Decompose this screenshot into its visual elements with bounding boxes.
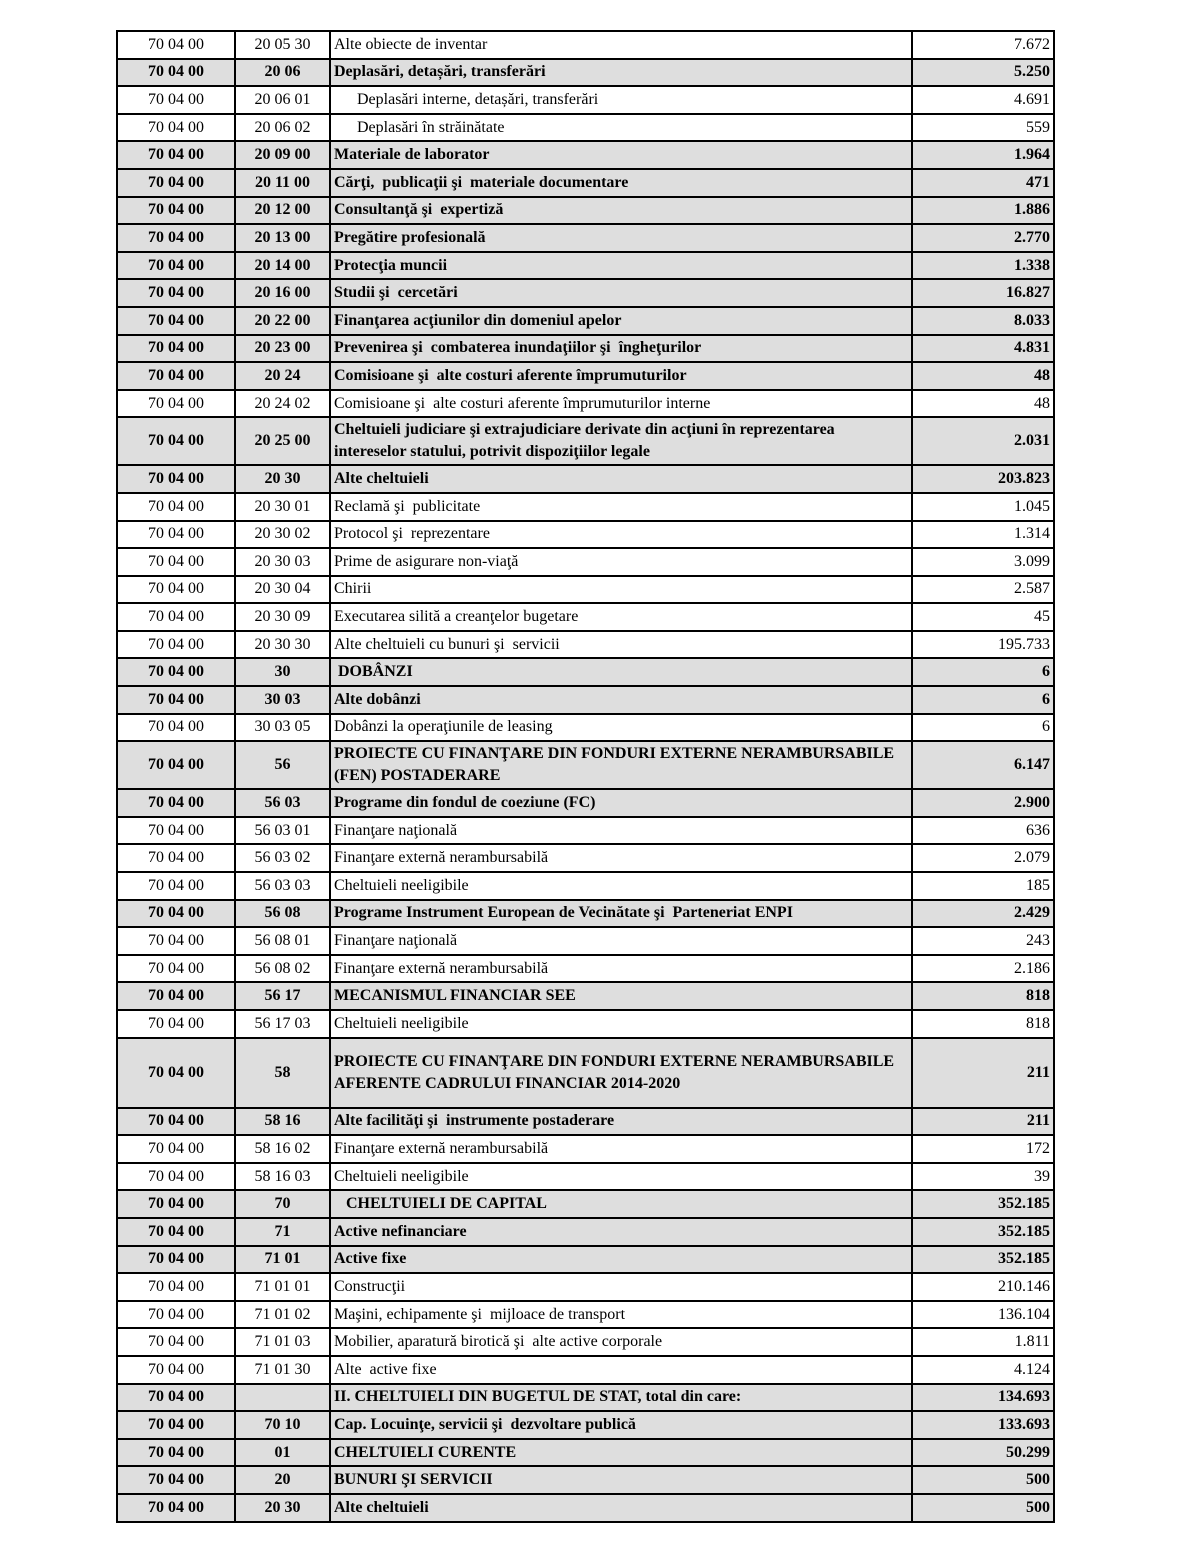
row-code-cell: 70 04 00 bbox=[117, 1246, 235, 1274]
row-article-cell: 56 03 03 bbox=[235, 872, 330, 900]
row-value-cell: 4.831 bbox=[912, 335, 1054, 363]
row-value-cell: 818 bbox=[912, 1010, 1054, 1038]
row-code-cell: 70 04 00 bbox=[117, 1384, 235, 1412]
table-row bbox=[117, 521, 1054, 549]
row-description-cell: Materiale de laborator bbox=[330, 141, 912, 169]
row-article-cell: 20 25 00 bbox=[235, 417, 330, 465]
row-code-cell: 70 04 00 bbox=[117, 1328, 235, 1356]
row-value-cell: 16.827 bbox=[912, 279, 1054, 307]
row-code-cell: 70 04 00 bbox=[117, 335, 235, 363]
row-description-cell: Comisioane şi alte costuri aferente împrumuturilor interne bbox=[330, 390, 912, 418]
row-value-cell: 185 bbox=[912, 872, 1054, 900]
row-value-cell: 133.693 bbox=[912, 1411, 1054, 1439]
row-article-cell: 20 12 00 bbox=[235, 197, 330, 225]
row-code-cell: 70 04 00 bbox=[117, 686, 235, 714]
row-description-cell: Mobilier, aparatură birotică şi alte active corporale bbox=[330, 1328, 912, 1356]
table-row bbox=[117, 86, 1054, 114]
row-value-cell: 500 bbox=[912, 1494, 1054, 1522]
row-value-cell: 1.964 bbox=[912, 141, 1054, 169]
row-article-cell: 56 bbox=[235, 741, 330, 789]
row-description-cell: MECANISMUL FINANCIAR SEE bbox=[330, 982, 912, 1010]
row-article-cell: 20 30 30 bbox=[235, 631, 330, 659]
table-row bbox=[117, 465, 1054, 493]
row-description-cell: Alte dobânzi bbox=[330, 686, 912, 714]
row-code-cell: 70 04 00 bbox=[117, 603, 235, 631]
row-value-cell: 7.672 bbox=[912, 31, 1054, 59]
row-description-cell: Prevenirea şi combaterea inundaţiilor şi îngheţurilor bbox=[330, 335, 912, 363]
row-description-cell: Maşini, echipamente şi mijloace de transport bbox=[330, 1301, 912, 1329]
row-article-cell: 58 bbox=[235, 1038, 330, 1108]
row-value-cell: 3.099 bbox=[912, 548, 1054, 576]
row-value-cell: 4.691 bbox=[912, 86, 1054, 114]
table-row bbox=[117, 224, 1054, 252]
row-value-cell: 6 bbox=[912, 686, 1054, 714]
row-description-cell: Chirii bbox=[330, 576, 912, 604]
row-code-cell: 70 04 00 bbox=[117, 31, 235, 59]
row-description-cell: Finanţarea acţiunilor din domeniul apelor bbox=[330, 307, 912, 335]
row-description-cell: Active nefinanciare bbox=[330, 1218, 912, 1246]
row-article-cell: 30 03 bbox=[235, 686, 330, 714]
row-description-cell: Cheltuieli neeligibile bbox=[330, 872, 912, 900]
table-row bbox=[117, 1163, 1054, 1191]
table-row bbox=[117, 955, 1054, 983]
table-row bbox=[117, 1108, 1054, 1136]
row-code-cell: 70 04 00 bbox=[117, 197, 235, 225]
table-row bbox=[117, 844, 1054, 872]
row-article-cell: 20 13 00 bbox=[235, 224, 330, 252]
table-row bbox=[117, 1466, 1054, 1494]
table-row bbox=[117, 714, 1054, 742]
row-code-cell: 70 04 00 bbox=[117, 417, 235, 465]
row-code-cell: 70 04 00 bbox=[117, 279, 235, 307]
row-article-cell: 20 14 00 bbox=[235, 252, 330, 280]
row-description-cell: DOBÂNZI bbox=[330, 658, 912, 686]
table-row bbox=[117, 982, 1054, 1010]
row-article-cell: 20 16 00 bbox=[235, 279, 330, 307]
row-article-cell: 56 08 01 bbox=[235, 927, 330, 955]
table-row bbox=[117, 548, 1054, 576]
table-row bbox=[117, 1246, 1054, 1274]
row-code-cell: 70 04 00 bbox=[117, 1135, 235, 1163]
row-value-cell: 203.823 bbox=[912, 465, 1054, 493]
row-value-cell: 471 bbox=[912, 169, 1054, 197]
row-value-cell: 352.185 bbox=[912, 1218, 1054, 1246]
row-code-cell: 70 04 00 bbox=[117, 59, 235, 87]
row-value-cell: 559 bbox=[912, 114, 1054, 142]
row-value-cell: 134.693 bbox=[912, 1384, 1054, 1412]
row-article-cell: 58 16 bbox=[235, 1108, 330, 1136]
table-row bbox=[117, 417, 1054, 465]
row-description-cell: Reclamă şi publicitate bbox=[330, 493, 912, 521]
table-row bbox=[117, 362, 1054, 390]
row-article-cell: 20 23 00 bbox=[235, 335, 330, 363]
row-code-cell: 70 04 00 bbox=[117, 362, 235, 390]
row-code-cell: 70 04 00 bbox=[117, 1190, 235, 1218]
row-value-cell: 6 bbox=[912, 714, 1054, 742]
table-row bbox=[117, 114, 1054, 142]
row-value-cell: 352.185 bbox=[912, 1246, 1054, 1274]
row-description-cell: Programe din fondul de coeziune (FC) bbox=[330, 789, 912, 817]
table-row bbox=[117, 390, 1054, 418]
row-article-cell: 20 30 bbox=[235, 1494, 330, 1522]
row-code-cell: 70 04 00 bbox=[117, 1108, 235, 1136]
row-description-cell: Alte cheltuieli cu bunuri şi servicii bbox=[330, 631, 912, 659]
row-value-cell: 5.250 bbox=[912, 59, 1054, 87]
row-article-cell: 20 bbox=[235, 1466, 330, 1494]
table-row bbox=[117, 1411, 1054, 1439]
table-row bbox=[117, 817, 1054, 845]
table-row bbox=[117, 631, 1054, 659]
row-article-cell: 20 24 02 bbox=[235, 390, 330, 418]
row-code-cell: 70 04 00 bbox=[117, 817, 235, 845]
row-article-cell: 20 30 09 bbox=[235, 603, 330, 631]
row-code-cell: 70 04 00 bbox=[117, 1218, 235, 1246]
table-row bbox=[117, 1384, 1054, 1412]
row-description-cell: Pregătire profesională bbox=[330, 224, 912, 252]
table-row bbox=[117, 789, 1054, 817]
row-value-cell: 50.299 bbox=[912, 1439, 1054, 1467]
row-code-cell: 70 04 00 bbox=[117, 1494, 235, 1522]
table-row bbox=[117, 1218, 1054, 1246]
table-row bbox=[117, 197, 1054, 225]
table-row bbox=[117, 279, 1054, 307]
row-value-cell: 48 bbox=[912, 390, 1054, 418]
row-code-cell: 70 04 00 bbox=[117, 141, 235, 169]
table-row bbox=[117, 1356, 1054, 1384]
row-description-cell: CHELTUIELI DE CAPITAL bbox=[330, 1190, 912, 1218]
row-value-cell: 2.079 bbox=[912, 844, 1054, 872]
row-value-cell: 195.733 bbox=[912, 631, 1054, 659]
table-row bbox=[117, 1038, 1054, 1108]
table-row bbox=[117, 493, 1054, 521]
row-article-cell: 20 22 00 bbox=[235, 307, 330, 335]
row-value-cell: 4.124 bbox=[912, 1356, 1054, 1384]
row-article-cell: 01 bbox=[235, 1439, 330, 1467]
table-row bbox=[117, 59, 1054, 87]
row-code-cell: 70 04 00 bbox=[117, 576, 235, 604]
row-description-cell: Alte active fixe bbox=[330, 1356, 912, 1384]
row-article-cell: 71 01 30 bbox=[235, 1356, 330, 1384]
row-value-cell: 136.104 bbox=[912, 1301, 1054, 1329]
row-description-cell: Construcţii bbox=[330, 1273, 912, 1301]
row-code-cell: 70 04 00 bbox=[117, 114, 235, 142]
row-code-cell: 70 04 00 bbox=[117, 1411, 235, 1439]
table-row bbox=[117, 576, 1054, 604]
row-article-cell: 20 24 bbox=[235, 362, 330, 390]
row-description-cell: Deplasări în străinătate bbox=[330, 114, 912, 142]
table-row bbox=[117, 1439, 1054, 1467]
row-description-cell: Dobânzi la operaţiunile de leasing bbox=[330, 714, 912, 742]
row-description-cell: Finanţare naţională bbox=[330, 817, 912, 845]
row-code-cell: 70 04 00 bbox=[117, 1010, 235, 1038]
budget-table bbox=[116, 30, 1055, 1523]
row-article-cell: 56 03 02 bbox=[235, 844, 330, 872]
row-code-cell: 70 04 00 bbox=[117, 1356, 235, 1384]
row-value-cell: 1.045 bbox=[912, 493, 1054, 521]
row-article-cell: 71 bbox=[235, 1218, 330, 1246]
row-article-cell: 20 30 01 bbox=[235, 493, 330, 521]
table-row bbox=[117, 927, 1054, 955]
row-description-cell: CHELTUIELI CURENTE bbox=[330, 1439, 912, 1467]
row-article-cell: 56 17 bbox=[235, 982, 330, 1010]
row-code-cell: 70 04 00 bbox=[117, 1439, 235, 1467]
row-article-cell: 56 08 02 bbox=[235, 955, 330, 983]
row-article-cell: 20 06 bbox=[235, 59, 330, 87]
table-row bbox=[117, 658, 1054, 686]
row-code-cell: 70 04 00 bbox=[117, 224, 235, 252]
row-description-cell: Cheltuieli neeligibile bbox=[330, 1163, 912, 1191]
row-value-cell: 8.033 bbox=[912, 307, 1054, 335]
table-row bbox=[117, 603, 1054, 631]
table-row bbox=[117, 1190, 1054, 1218]
row-description-cell: Studii şi cercetări bbox=[330, 279, 912, 307]
row-description-cell: Cheltuieli neeligibile bbox=[330, 1010, 912, 1038]
row-article-cell: 30 bbox=[235, 658, 330, 686]
row-article-cell: 20 09 00 bbox=[235, 141, 330, 169]
row-value-cell: 500 bbox=[912, 1466, 1054, 1494]
row-article-cell: 71 01 03 bbox=[235, 1328, 330, 1356]
row-description-cell: Alte cheltuieli bbox=[330, 465, 912, 493]
row-value-cell: 2.186 bbox=[912, 955, 1054, 983]
row-code-cell: 70 04 00 bbox=[117, 658, 235, 686]
row-article-cell: 71 01 01 bbox=[235, 1273, 330, 1301]
row-description-cell: II. CHELTUIELI DIN BUGETUL DE STAT, total din care: bbox=[330, 1384, 912, 1412]
row-description-cell: Cărţi, publicaţii şi materiale documentare bbox=[330, 169, 912, 197]
row-article-cell: 58 16 02 bbox=[235, 1135, 330, 1163]
row-code-cell: 70 04 00 bbox=[117, 465, 235, 493]
row-code-cell: 70 04 00 bbox=[117, 927, 235, 955]
row-value-cell: 211 bbox=[912, 1038, 1054, 1108]
table-row bbox=[117, 1328, 1054, 1356]
row-description-cell: Cap. Locuinţe, servicii şi dezvoltare publică bbox=[330, 1411, 912, 1439]
row-value-cell: 1.811 bbox=[912, 1328, 1054, 1356]
row-code-cell: 70 04 00 bbox=[117, 1163, 235, 1191]
row-article-cell: 56 08 bbox=[235, 900, 330, 928]
row-code-cell: 70 04 00 bbox=[117, 1466, 235, 1494]
row-description-cell: Prime de asigurare non-viaţă bbox=[330, 548, 912, 576]
row-article-cell: 20 05 30 bbox=[235, 31, 330, 59]
row-code-cell: 70 04 00 bbox=[117, 741, 235, 789]
row-value-cell: 211 bbox=[912, 1108, 1054, 1136]
row-article-cell: 71 01 02 bbox=[235, 1301, 330, 1329]
row-value-cell: 636 bbox=[912, 817, 1054, 845]
row-article-cell: 20 11 00 bbox=[235, 169, 330, 197]
row-description-cell: Active fixe bbox=[330, 1246, 912, 1274]
row-code-cell: 70 04 00 bbox=[117, 390, 235, 418]
table-row bbox=[117, 169, 1054, 197]
row-article-cell: 58 16 03 bbox=[235, 1163, 330, 1191]
table-row bbox=[117, 1301, 1054, 1329]
row-code-cell: 70 04 00 bbox=[117, 169, 235, 197]
row-code-cell: 70 04 00 bbox=[117, 872, 235, 900]
row-code-cell: 70 04 00 bbox=[117, 631, 235, 659]
row-description-cell: Protocol şi reprezentare bbox=[330, 521, 912, 549]
table-row bbox=[117, 252, 1054, 280]
row-code-cell: 70 04 00 bbox=[117, 955, 235, 983]
row-value-cell: 210.146 bbox=[912, 1273, 1054, 1301]
row-description-cell: Deplasări, detașări, transferări bbox=[330, 59, 912, 87]
row-code-cell: 70 04 00 bbox=[117, 86, 235, 114]
table-row bbox=[117, 1135, 1054, 1163]
row-description-cell: PROIECTE CU FINANŢARE DIN FONDURI EXTERNE NERAMBURSABILE AFERENTE CADRULUI FINANCIAR 2014-2020 bbox=[330, 1038, 912, 1108]
row-value-cell: 1.338 bbox=[912, 252, 1054, 280]
row-value-cell: 818 bbox=[912, 982, 1054, 1010]
row-description-cell: Comisioane şi alte costuri aferente împrumuturilor bbox=[330, 362, 912, 390]
table-row bbox=[117, 31, 1054, 59]
row-article-cell: 20 06 01 bbox=[235, 86, 330, 114]
row-description-cell: Consultanţă şi expertiză bbox=[330, 197, 912, 225]
table-row bbox=[117, 686, 1054, 714]
row-code-cell: 70 04 00 bbox=[117, 493, 235, 521]
row-value-cell: 172 bbox=[912, 1135, 1054, 1163]
row-code-cell: 70 04 00 bbox=[117, 900, 235, 928]
row-code-cell: 70 04 00 bbox=[117, 252, 235, 280]
row-code-cell: 70 04 00 bbox=[117, 844, 235, 872]
row-value-cell: 39 bbox=[912, 1163, 1054, 1191]
row-article-cell: 70 10 bbox=[235, 1411, 330, 1439]
row-description-cell: Finanţare externă nerambursabilă bbox=[330, 955, 912, 983]
row-code-cell: 70 04 00 bbox=[117, 789, 235, 817]
table-row bbox=[117, 1494, 1054, 1522]
row-description-cell: PROIECTE CU FINANŢARE DIN FONDURI EXTERNE NERAMBURSABILE (FEN) POSTADERARE bbox=[330, 741, 912, 789]
table-row bbox=[117, 872, 1054, 900]
row-code-cell: 70 04 00 bbox=[117, 1301, 235, 1329]
row-value-cell: 6.147 bbox=[912, 741, 1054, 789]
row-code-cell: 70 04 00 bbox=[117, 982, 235, 1010]
row-value-cell: 1.886 bbox=[912, 197, 1054, 225]
row-code-cell: 70 04 00 bbox=[117, 521, 235, 549]
row-code-cell: 70 04 00 bbox=[117, 1038, 235, 1108]
table-row bbox=[117, 1010, 1054, 1038]
row-description-cell: Finanţare naţională bbox=[330, 927, 912, 955]
row-article-cell: 70 bbox=[235, 1190, 330, 1218]
row-description-cell: Deplasări interne, detașări, transferări bbox=[330, 86, 912, 114]
row-description-cell: BUNURI ŞI SERVICII bbox=[330, 1466, 912, 1494]
row-value-cell: 352.185 bbox=[912, 1190, 1054, 1218]
row-value-cell: 2.770 bbox=[912, 224, 1054, 252]
row-article-cell: 20 30 02 bbox=[235, 521, 330, 549]
row-value-cell: 2.031 bbox=[912, 417, 1054, 465]
row-description-cell: Protecţia muncii bbox=[330, 252, 912, 280]
row-description-cell: Alte obiecte de inventar bbox=[330, 31, 912, 59]
row-description-cell: Programe Instrument European de Vecinătate şi Parteneriat ENPI bbox=[330, 900, 912, 928]
row-value-cell: 6 bbox=[912, 658, 1054, 686]
row-code-cell: 70 04 00 bbox=[117, 548, 235, 576]
row-article-cell: 20 30 04 bbox=[235, 576, 330, 604]
table-row bbox=[117, 307, 1054, 335]
row-article-cell: 20 06 02 bbox=[235, 114, 330, 142]
table-body bbox=[117, 31, 1054, 1522]
row-code-cell: 70 04 00 bbox=[117, 307, 235, 335]
row-article-cell: 20 30 03 bbox=[235, 548, 330, 576]
row-article-cell: 56 03 bbox=[235, 789, 330, 817]
row-value-cell: 2.900 bbox=[912, 789, 1054, 817]
row-article-cell: 20 30 bbox=[235, 465, 330, 493]
row-value-cell: 243 bbox=[912, 927, 1054, 955]
row-article-cell: 71 01 bbox=[235, 1246, 330, 1274]
row-value-cell: 45 bbox=[912, 603, 1054, 631]
table-row bbox=[117, 1273, 1054, 1301]
row-value-cell: 48 bbox=[912, 362, 1054, 390]
row-code-cell: 70 04 00 bbox=[117, 1273, 235, 1301]
row-code-cell: 70 04 00 bbox=[117, 714, 235, 742]
table-row bbox=[117, 900, 1054, 928]
row-description-cell: Finanţare externă nerambursabilă bbox=[330, 1135, 912, 1163]
row-value-cell: 2.587 bbox=[912, 576, 1054, 604]
row-value-cell: 1.314 bbox=[912, 521, 1054, 549]
row-description-cell: Cheltuieli judiciare şi extrajudiciare derivate din acţiuni în reprezentarea intereselor statului, potrivit dispoziţiilor legale bbox=[330, 417, 912, 465]
table-row bbox=[117, 141, 1054, 169]
row-article-cell: 56 17 03 bbox=[235, 1010, 330, 1038]
row-description-cell: Executarea silită a creanţelor bugetare bbox=[330, 603, 912, 631]
row-article-cell: 56 03 01 bbox=[235, 817, 330, 845]
table-row bbox=[117, 335, 1054, 363]
row-description-cell: Alte cheltuieli bbox=[330, 1494, 912, 1522]
row-article-cell: 30 03 05 bbox=[235, 714, 330, 742]
row-value-cell: 2.429 bbox=[912, 900, 1054, 928]
row-article-cell bbox=[235, 1384, 330, 1412]
row-description-cell: Finanţare externă nerambursabilă bbox=[330, 844, 912, 872]
table-row bbox=[117, 741, 1054, 789]
row-description-cell: Alte facilităţi şi instrumente postaderare bbox=[330, 1108, 912, 1136]
